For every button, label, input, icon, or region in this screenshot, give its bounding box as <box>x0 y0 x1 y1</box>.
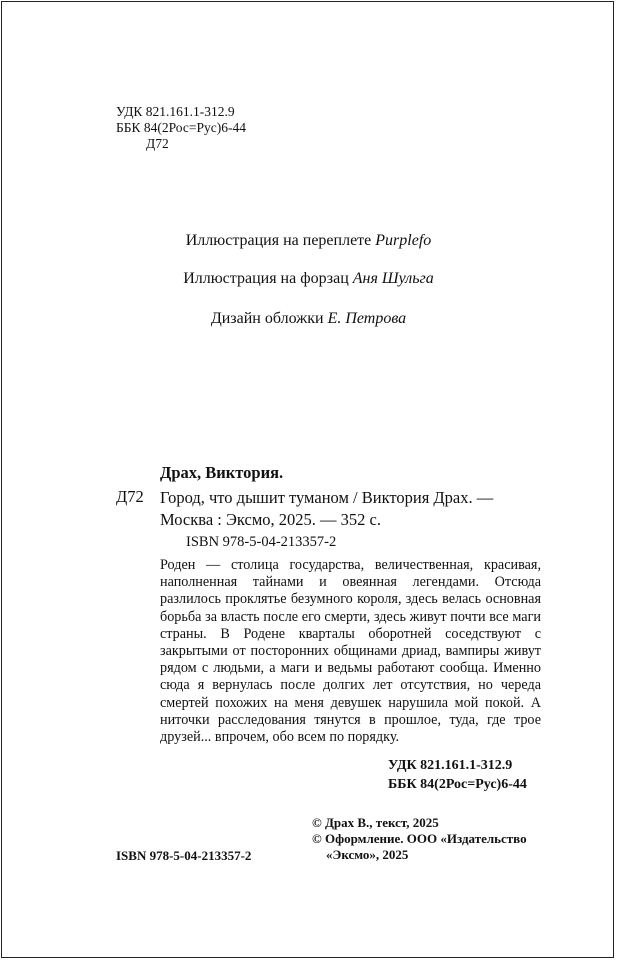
record-author: Драх, Виктория. <box>160 463 284 482</box>
record-title <box>160 487 545 531</box>
bbk-code: ББК 84(2Рос=Рус)6-44 <box>116 120 246 135</box>
credit-label: Дизайн обложки <box>210 310 328 327</box>
classification-bottom <box>388 756 527 794</box>
copyright-design: © Оформление. ООО «Издательство <box>312 831 527 846</box>
annotation-text: Роден — столица государства, величественная, красивая, наполненная тайнами и овеянная легендами. Отсюда разлилось проклятье безумного короля, здесь велась основная борьба за власть после его смерти, здесь живут почти все маги страны. В Родене кварталы оборотней соседствуют с закрытыми от посторонних общинами дриад, вампиры живут рядом с людьми, а маги и ведьмы работают сообща. Именно сюда я вернулась после долгих лет отсутствия, но череда смертей похожих на меня девушек нарушила мой покой. А ниточки расследования тянутся в прошлое, туда, где трое друзей... впрочем, обо всем по порядку. <box>160 557 541 746</box>
credit-endpaper-illustration <box>0 270 617 288</box>
credit-label: Иллюстрация на переплете <box>185 232 376 249</box>
copyright-block <box>312 815 552 863</box>
record-author-mark: Д72 <box>116 487 144 506</box>
copyright-text: © Драх В., текст, 2025 <box>312 815 439 830</box>
bbk-code-bottom: ББК 84(2Рос=Рус)6-44 <box>388 777 527 792</box>
credit-name: Аня Шульга <box>352 270 434 287</box>
record-title-line: Город, что дышит туманом / Виктория Драх. — <box>160 488 494 507</box>
isbn-bottom: ISBN 978-5-04-213357-2 <box>116 848 252 863</box>
credit-label: Иллюстрация на форзац <box>183 270 353 287</box>
udk-code: УДК 821.161.1-312.9 <box>116 104 235 119</box>
credit-name: Purplefo <box>375 232 432 249</box>
classification-block <box>116 104 246 152</box>
credit-cover-design <box>0 310 617 328</box>
record-isbn: ISBN 978-5-04-213357-2 <box>186 534 337 550</box>
credit-name: Е. Петрова <box>327 310 407 327</box>
author-mark: Д72 <box>146 136 169 151</box>
record-publisher-line: Москва : Эксмо, 2025. — 352 с. <box>160 510 381 529</box>
udk-code-bottom: УДК 821.161.1-312.9 <box>388 758 513 773</box>
credit-cover-illustration <box>0 232 617 250</box>
copyright-design-cont: «Эксмо», 2025 <box>326 847 409 862</box>
